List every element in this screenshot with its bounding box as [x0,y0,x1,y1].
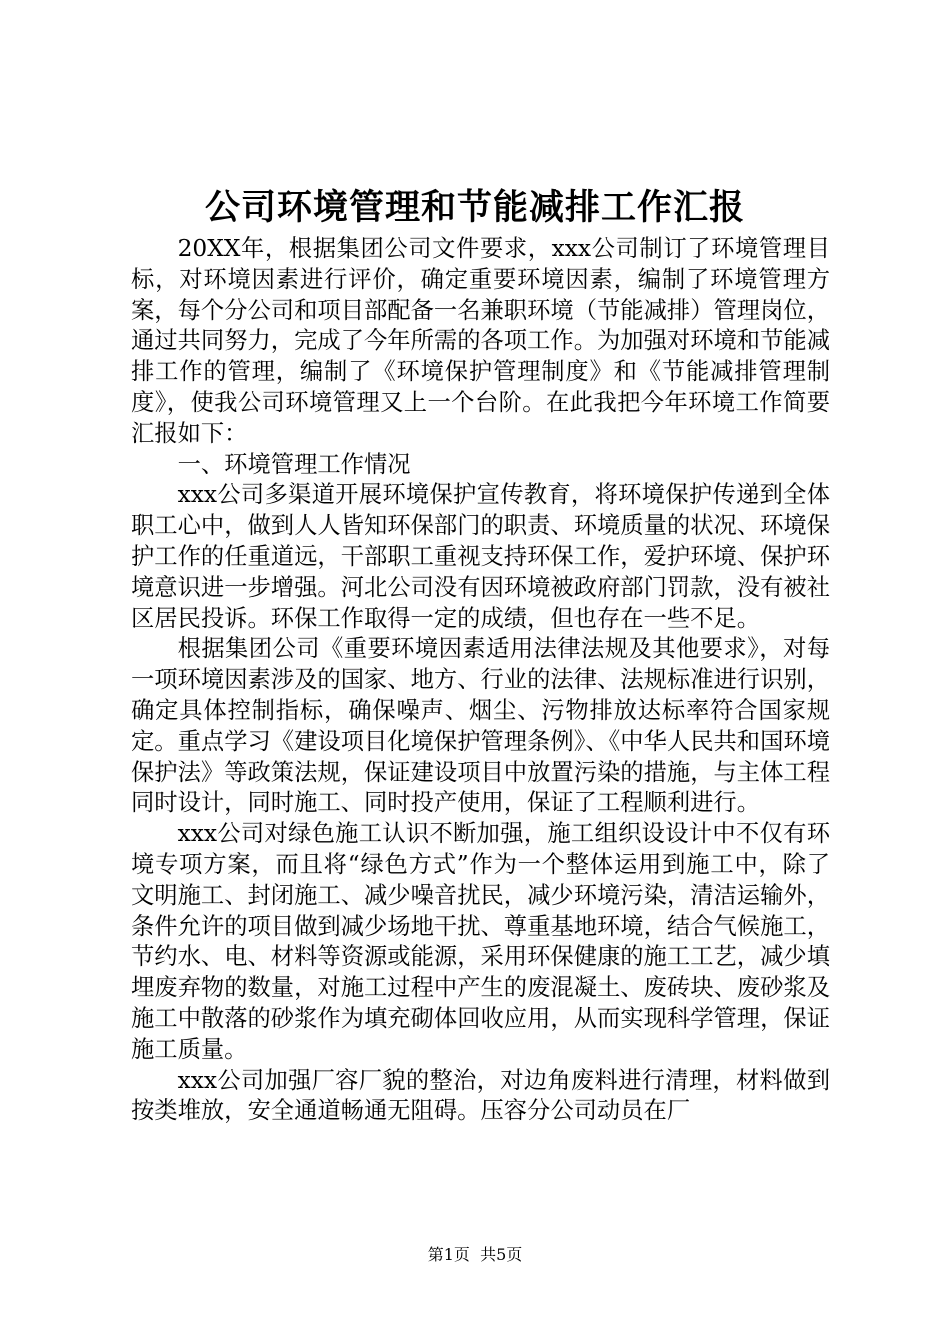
page-number: 第1页 共5页 [427,1245,523,1264]
page-footer [0,1244,950,1266]
paragraph-intro: 20XX年，根据集团公司文件要求，xxx公司制订了环境管理目标，对环境因素进行评价，确定重要环境因素，编制了环境管理方案，每个分公司和项目部配备一名兼职环境（节能减排）管理岗位，通过共同努力，完成了今年所需的各项工作。为加强对环境和节能减排工作的管理，编制了《环境保护管理制度》和《节能减排管理制度》，使我公司环境管理又上一个台阶。在此我把今年环境工作简要汇报如下： [131,235,830,447]
paragraph-site-appearance: xxx公司加强厂容厂貌的整治，对边角废料进行清理，材料做到按类堆放，安全通道畅通无阻碍。压容分公司动员在厂 [131,1066,830,1125]
paragraph-regulations: 根据集团公司《重要环境因素适用法律法规及其他要求》，对每一项环境因素涉及的国家、地方、行业的法律、法规标准进行识别，确定具体控制指标，确保噪声、烟尘、污物排放达标率符合国家规定。重点学习《建设项目化境保护管理条例》、《中华人民共和国环境保护法》等政策法规，保证建设项目中放置污染的措施，与主体工程同时设计，同时施工、同时投产使用，保证了工程顺利进行。 [131,635,830,817]
document-body [131,234,830,1127]
document-title: 公司环境管理和节能减排工作汇报 [204,188,745,228]
section-heading: 一、环境管理工作情况 [177,450,411,478]
paragraph-green-construction: xxx公司对绿色施工认识不断加强，施工组织设设计中不仅有环境专项方案，而且将“绿色方式”作为一个整体运用到施工中，除了文明施工、封闭施工、减少噪音扰民，减少环境污染，清洁运输外，条件允许的项目做到减少场地干扰、尊重基地环境，结合气候施工，节约水、电、材料等资源或能源，采用环保健康的施工工艺，减少填埋废弃物的数量，对施工过程中产生的废混凝土、废砖块、废砂浆及施工中散落的砂浆作为填充砌体回收应用，从而实现科学管理，保证施工质量。 [131,820,830,1063]
paragraph-publicity: xxx公司多渠道开展环境保护宣传教育，将环境保护传递到全体职工心中，做到人人皆知环保部门的职责、环境质量的状况、环境保护工作的任重道远，干部职工重视支持环保工作，爱护环境、保护环境意识进一步增强。河北公司没有因环境被政府部门罚款，没有被社区居民投诉。环保工作取得一定的成绩，但也存在一些不足。 [131,481,830,632]
